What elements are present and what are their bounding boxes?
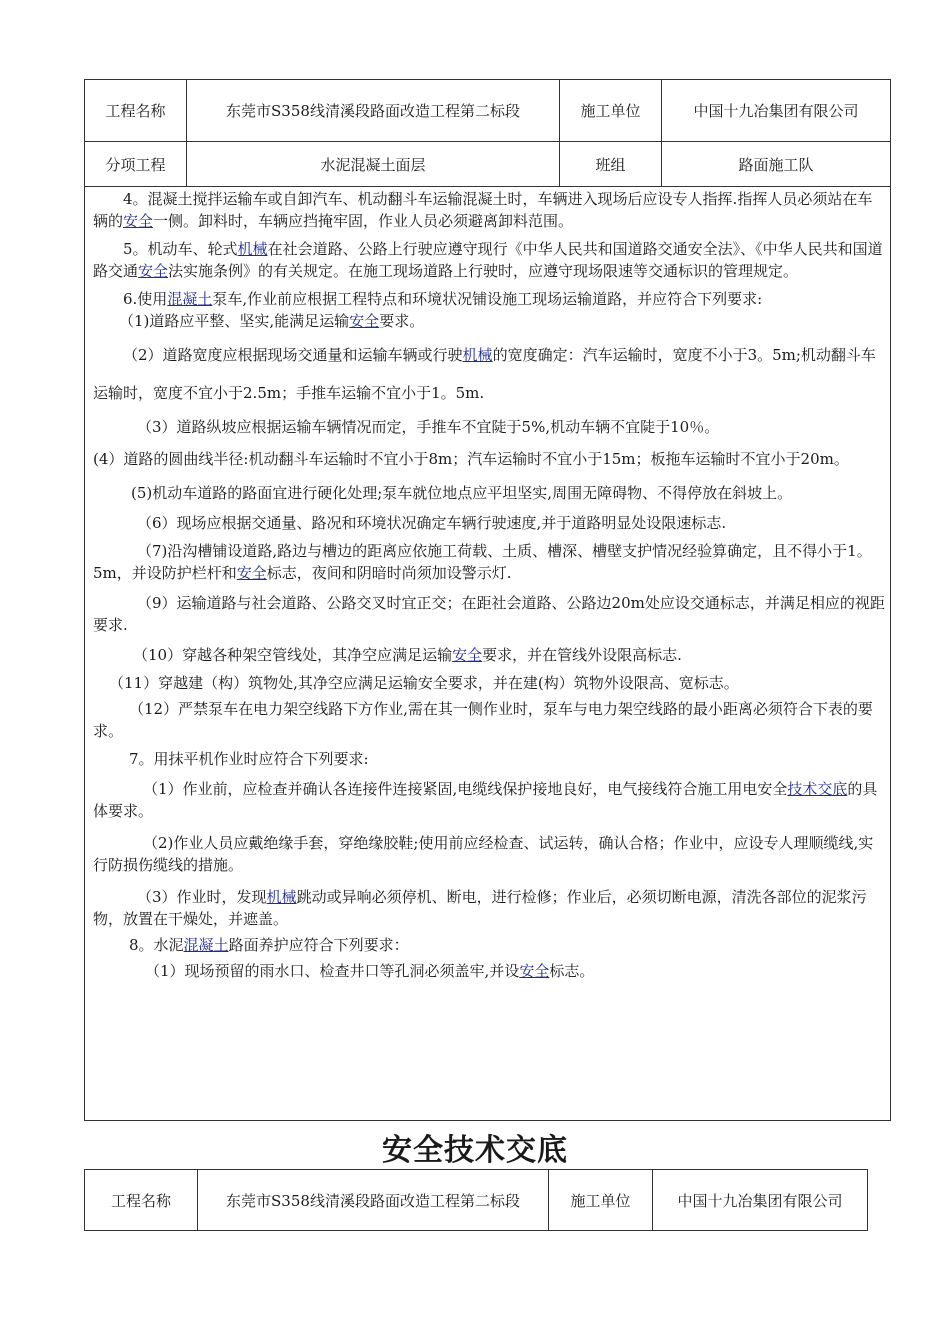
label-unit: 施工单位 (560, 80, 662, 141)
label-project: 工程名称 (85, 1170, 198, 1230)
project-name: 东莞市S358线清溪段路面改造工程第二标段 (198, 1170, 549, 1230)
team-name: 路面施工队 (738, 155, 814, 174)
paragraph-6-6: （6）现场应根据交通量、路况和环境状况确定车辆行驶速度,并于道路明显处设限速标志. (137, 514, 727, 532)
label-unit: 施工单位 (549, 1170, 653, 1230)
link-anquan[interactable]: 安全 (349, 312, 380, 330)
paragraph-7: 7。用抹平机作业时应符合下列要求: (129, 750, 369, 768)
label-item: 分项工程 (85, 142, 187, 186)
paragraph-6: 6.使用混凝土泵车,作业前应根据工程特点和环境状况铺设施工现场运输道路，并应符合下列要求: (123, 290, 763, 308)
paragraph-6-11: （11）穿越建（构）筑物处,其净空应满足运输安全要求，并在建(构）筑物外设限高、宽标志。 (109, 674, 739, 692)
link-anquan[interactable]: 安全 (123, 212, 154, 230)
link-hunningtu[interactable]: 混凝土 (183, 936, 229, 954)
header-row-1 (85, 80, 890, 142)
paragraph-6-4: (4）道路的圆曲线半径:机动翻斗车运输时不宜小于8m；汽车运输时不宜小于15m；板拖车运输时不宜小于20m。 (93, 450, 849, 468)
unit-name: 中国十九冶集团有限公司 (693, 102, 859, 120)
unit-name: 中国十九冶集团有限公司 (677, 1191, 843, 1210)
paragraph-7-3: （3）作业时，发现机械跳动或异响必须停机、断电，进行检修；作业后，必须切断电源，清洗各部位的泥浆污物，放置在干燥处，并遮盖。 (93, 888, 867, 928)
paragraph-6-12: （12）严禁泵车在电力架空线路下方作业,需在其一侧作业时，泵车与电力架空线路的最小距离必须符合下表的要求。 (93, 700, 873, 740)
paragraph-6-10: （10）穿越各种架空管线处，其净空应满足运输安全要求，并在管线外设限高标志. (133, 646, 682, 664)
paragraph-6-9: （9）运输道路与社会道路、公路交叉时宜正交；在距社会道路、公路边20m处应设交通标志，并满足相应的视距要求. (93, 594, 885, 634)
link-jixie[interactable]: 机械 (237, 240, 268, 258)
paragraph-6-5: (5)机动车道路的路面宜进行硬化处理;泵车就位地点应平坦坚实,周围无障碍物、不得停放在斜坡上。 (131, 484, 793, 502)
project-name: 东莞市S358线清溪段路面改造工程第二标段 (187, 80, 560, 141)
document-frame (84, 79, 891, 1121)
link-hunningtu[interactable]: 混凝土 (167, 290, 213, 308)
paragraph-7-1: （1）作业前，应检查并确认各连接件连接紧固,电缆线保护接地良好，电气接线符合施工用电安全技术交底的具体要求。 (93, 780, 878, 820)
link-anquan[interactable]: 安全 (138, 262, 169, 280)
paragraph-8: 8。水泥混凝土路面养护应符合下列要求： (129, 936, 409, 954)
link-anquan[interactable]: 安全 (519, 962, 550, 980)
header-table-2 (84, 1169, 868, 1231)
paragraph-6-1: （1)道路应平整、坚实,能满足运输安全要求。 (119, 312, 425, 330)
link-anquan[interactable]: 安全 (452, 646, 483, 664)
safety-content (93, 188, 885, 982)
paragraph-6-3: （3）道路纵坡应根据运输车辆情况而定，手推车不宜陡于5%,机动车辆不宜陡于10％。 (137, 418, 720, 436)
link-anquan[interactable]: 安全 (236, 564, 267, 582)
paragraph-6-2: （2）道路宽度应根据现场交通量和运输车辆或行驶机械的宽度确定：汽车运输时，宽度不小于3。5m;机动翻斗车运输时，宽度不宜小于2.5m；手推车运输不宜小于1。5m. (93, 346, 876, 402)
section-heading: 安全技术交底 (382, 1133, 568, 1168)
link-jixie[interactable]: 机械 (462, 346, 493, 364)
paragraph-7-2: （2)作业人员应戴绝缘手套，穿绝缘胶鞋;使用前应经检查、试运转，确认合格；作业中，应设专人理顺缆线,实行防损伤缆线的措施。 (93, 834, 874, 874)
header-row-2 (85, 142, 890, 187)
label-team: 班组 (560, 142, 662, 186)
link-jishujiaodi[interactable]: 技术交底 (787, 780, 848, 798)
paragraph-4: 4。混凝土搅拌运输车或自卸汽车、机动翻斗车运输混凝土时，车辆进入现场后应设专人指挥.指挥人员必须站在车辆的安全一侧。卸料时，车辆应挡掩牢固，作业人员必须避离卸料范围。 (93, 190, 873, 230)
paragraph-6-7: （7)沿沟槽铺设道路,路边与槽边的距离应依施工荷载、土质、槽深、槽壁支护情况经验算确定，且不得小于1。5m，并设防护栏杆和安全标志，夜间和阴暗时尚须加设警示灯. (93, 542, 872, 582)
item-name: 水泥混凝土面层 (187, 142, 560, 186)
link-jixie[interactable]: 机械 (266, 888, 297, 906)
paragraph-8-1: （1）现场预留的雨水口、检查井口等孔洞必须盖牢,并设安全标志。 (145, 962, 595, 980)
paragraph-5: 5。机动车、轮式机械在社会道路、公路上行驶应遵守现行《中华人民共和国道路交通安全法》、《中华人民共和国道路交通安全法实施条例》的有关规定。在施工现场道路上行驶时，应遵守现场限速等交通标识的管理规定。 (93, 240, 883, 280)
label-project: 工程名称 (85, 80, 187, 141)
